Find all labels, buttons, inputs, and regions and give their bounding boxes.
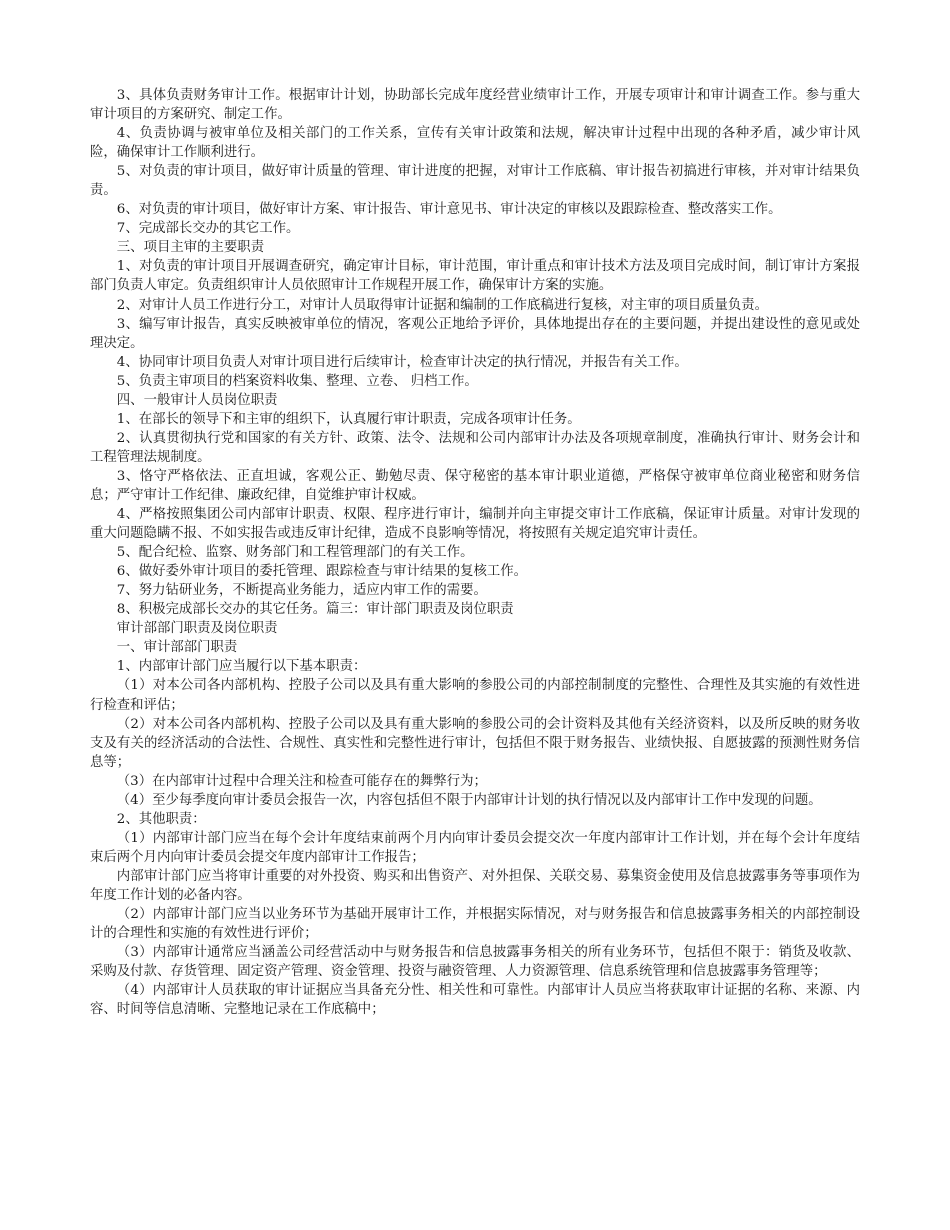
paragraph: 三、项目主审的主要职责 bbox=[116, 240, 265, 256]
paragraph: 5、负责主审项目的档案资料收集、整理、立卷、 归档工作。 bbox=[116, 373, 478, 389]
paragraph: （3）在内部审计过程中合理关注和检查可能存在的舞弊行为； bbox=[116, 773, 487, 789]
paragraph: 四、一般审计人员岗位职责 bbox=[116, 392, 278, 408]
paragraph: 审计部部门职责及岗位职责 bbox=[116, 621, 278, 637]
paragraph: （2）内部审计部门应当以业务环节为基础开展审计工作，并根据实际情况，对与财务报告和信息披露事务相关的内部控制设计的合理性和实施的有效性进行评价； bbox=[90, 907, 860, 942]
paragraph: 6、做好委外审计项目的委托管理、跟踪检查与审计结果的复核工作。 bbox=[116, 564, 528, 580]
paragraph: 8、积极完成部长交办的其它任务。篇三：审计部门职责及岗位职责 bbox=[116, 602, 514, 618]
paragraph: （3）内部审计通常应当涵盖公司经营活动中与财务报告和信息披露事务相关的所有业务环节，包括但不限于：销货及收款、采购及付款、存货管理、固定资产管理、资金管理、投资与融资管理、人力资源管理、信息系统管理和信息披露事务管理等； bbox=[90, 945, 860, 980]
paragraph: 5、配合纪检、监察、财务部门和工程管理部门的有关工作。 bbox=[116, 545, 474, 561]
paragraph: 4、严格按照集团公司内部审计职责、权限、程序进行审计，编制并向主审提交审计工作底稿，保证审计质量。对审计发现的重大问题隐瞒不报、不如实报告或违反审计纪律，造成不良影响等情况，将按照有关规定追究审计责任。 bbox=[90, 507, 860, 542]
paragraph: 1、对负责的审计项目开展调查研究，确定审计目标，审计范围，审计重点和审计技术方法及项目完成时间，制订审计方案报部门负责人审定。负责组织审计人员依照审计工作规程开展工作，确保审计方案的实施。 bbox=[90, 259, 860, 294]
paragraph: 6、对负责的审计项目，做好审计方案、审计报告、审计意见书、审计决定的审核以及跟踪检查、整改落实工作。 bbox=[116, 202, 782, 218]
paragraph: 4、协同审计项目负责人对审计项目进行后续审计，检查审计决定的执行情况，并报告有关工作。 bbox=[116, 354, 688, 370]
paragraph: （1）内部审计部门应当在每个会计年度结束前两个月内向审计委员会提交次一年度内部审计工作计划，并在每个会计年度结束后两个月内向审计委员会提交年度内部审计工作报告； bbox=[90, 830, 860, 865]
paragraph: （1）对本公司各内部机构、控股子公司以及具有重大影响的参股公司的内部控制制度的完整性、合理性及其实施的有效性进行检查和评估； bbox=[90, 678, 860, 713]
paragraph: 1、在部长的领导下和主审的组织下，认真履行审计职责，完成各项审计任务。 bbox=[116, 411, 581, 427]
paragraph: 7、完成部长交办的其它工作。 bbox=[116, 221, 300, 237]
paragraph: 3、具体负责财务审计工作。根据审计计划，协助部长完成年度经营业绩审计工作，开展专项审计和审计调查工作。参与重大审计项目的方案研究、制定工作。 bbox=[90, 88, 860, 123]
paragraph: 3、编写审计报告，真实反映被审单位的情况，客观公正地给予评价，具体地提出存在的主要问题，并提出建设性的意见或处理决定。 bbox=[90, 316, 860, 351]
paragraph: 2、其他职责： bbox=[116, 811, 206, 827]
paragraph: 一、审计部部门职责 bbox=[116, 640, 238, 656]
paragraph: （4）至少每季度向审计委员会报告一次，内容包括但不限于内部审计计划的执行情况以及内部审计工作中发现的问题。 bbox=[116, 792, 822, 808]
paragraph: 1、内部审计部门应当履行以下基本职责： bbox=[116, 659, 367, 675]
paragraph: 2、对审计人员工作进行分工，对审计人员取得审计证据和编制的工作底稿进行复核，对主审的项目质量负责。 bbox=[116, 297, 769, 313]
paragraph: 2、认真贯彻执行党和国家的有关方针、政策、法令、法规和公司内部审计办法及各项规章制度，准确执行审计、财务会计和工程管理法规制度。 bbox=[90, 430, 860, 465]
paragraph: 内部审计部门应当将审计重要的对外投资、购买和出售资产、对外担保、关联交易、募集资金使用及信息披露事务等事项作为年度工作计划的必备内容。 bbox=[90, 868, 860, 903]
paragraph: 5、对负责的审计项目，做好审计质量的管理、审计进度的把握，对审计工作底稿、审计报告初搞进行审核，并对审计结果负责。 bbox=[90, 164, 860, 199]
paragraph: （2）对本公司各内部机构、控股子公司以及具有重大影响的参股公司的会计资料及其他有关经济资料，以及所反映的财务收支及有关的经济活动的合法性、合规性、真实性和完整性进行审计，包括但不限于财务报告、业绩快报、自愿披露的预测性财务信息等； bbox=[90, 716, 860, 770]
paragraph: （4）内部审计人员获取的审计证据应当具备充分性、相关性和可靠性。内部审计人员应当将获取审计证据的名称、来源、内容、时间等信息清晰、完整地记录在工作底稿中； bbox=[90, 983, 860, 1018]
paragraph: 7、努力钻研业务，不断提高业务能力，适应内审工作的需要。 bbox=[116, 583, 487, 599]
paragraph: 4、负责协调与被审单位及相关部门的工作关系，宣传有关审计政策和法规，解决审计过程中出现的各种矛盾，减少审计风险，确保审计工作顺利进行。 bbox=[90, 126, 860, 161]
document-body bbox=[90, 86, 860, 1019]
paragraph: 3、恪守严格依法、正直坦诚，客观公正、勤勉尽责、保守秘密的基本审计职业道德，严格保守被审单位商业秘密和财务信息；严守审计工作纪律、廉政纪律，自觉维护审计权威。 bbox=[90, 468, 860, 503]
